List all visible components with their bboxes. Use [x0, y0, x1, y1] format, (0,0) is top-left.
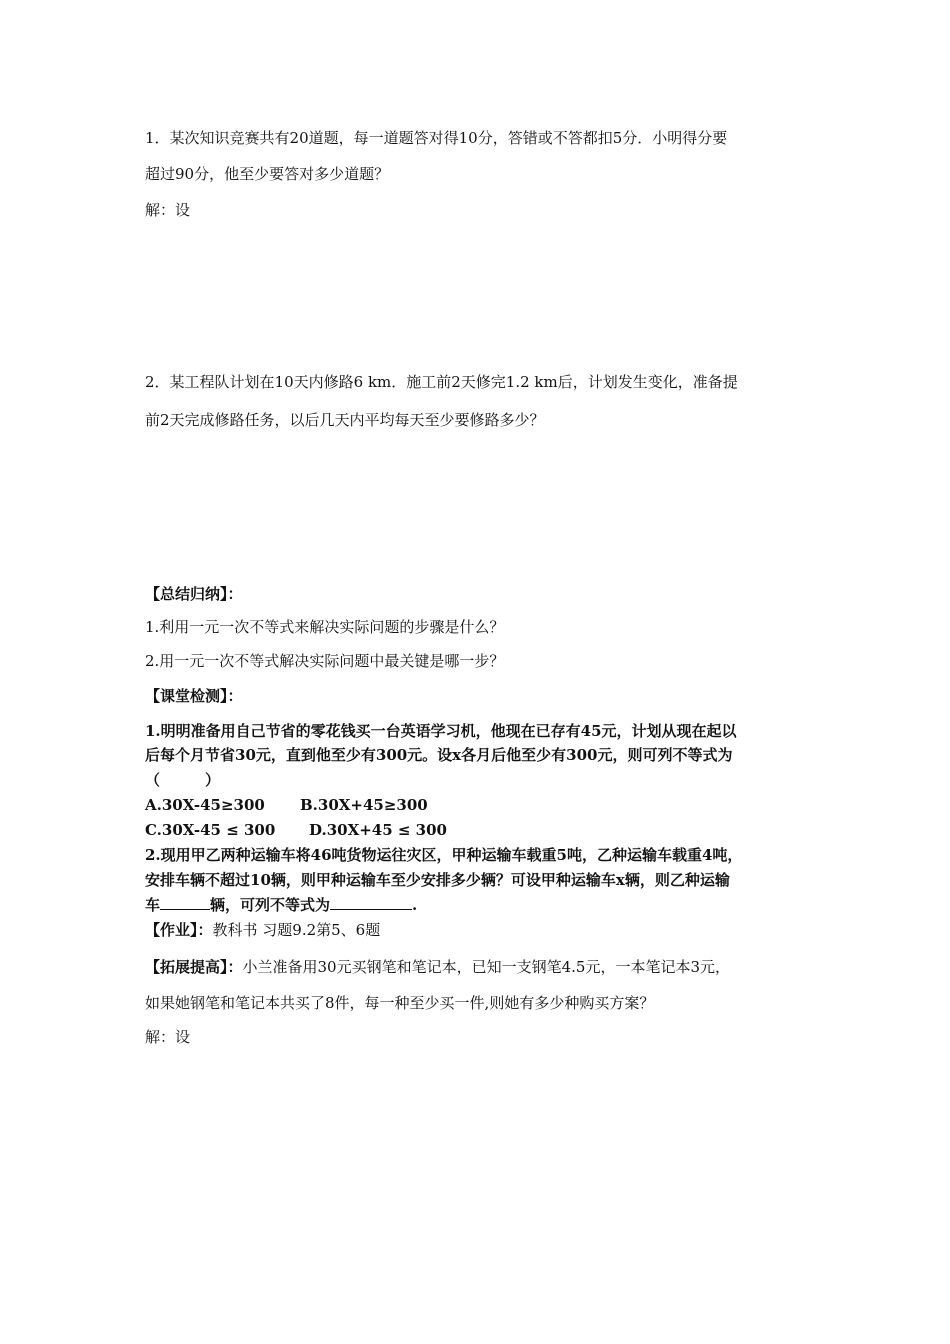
summary-item-2: 2.用一元一次不等式解决实际问题中最关键是哪一步？ [145, 652, 505, 670]
extension-line-2: 如果她钢笔和笔记本共买了8件，每一种至少买一件,则她有多少种购买方案？ [145, 994, 655, 1012]
option-d: D.30X+45 ≤ 300 [309, 821, 447, 839]
check-problem-1-line-3: （ ） [145, 771, 221, 789]
check-problem-1-line-1: 1.明明准备用自己节省的零花钱买一台英语学习机，他现在已存有45元，计划从现在起以 [145, 722, 737, 740]
question-1-answer: 解：设 [145, 201, 191, 219]
check-problem-2-line-3 [145, 895, 825, 915]
homework-line [145, 920, 825, 940]
option-a: A.30X-45≥300 [145, 796, 265, 814]
blank-vehicle-count [160, 895, 210, 910]
question-2-line-2: 前2天完成修路任务，以后几天内平均每天至少要修路多少？ [145, 411, 545, 429]
line-3-end: . [412, 896, 418, 914]
homework-heading: 【作业】： [145, 921, 213, 939]
check-problem-2-line-2: 安排车辆不超过10辆，则甲种运输车至少安排多少辆？可设甲种运输车x辆，则乙种运输 [145, 871, 730, 889]
summary-heading: 【总结归纳】： [145, 585, 243, 603]
check-problem-2-line-1: 2.现用甲乙两种运输车将46吨货物运往灾区，甲种运输车载重5吨，乙种运输车载重4吨， [145, 846, 743, 864]
question-2-line-1: 2．某工程队计划在10天内修路6 km．施工前2天修完1.2 km后，计划发生变化，准备提 [145, 373, 738, 391]
check-heading: 【课堂检测】： [145, 687, 243, 705]
homework-text: 教科书 习题9.2第5、6题 [212, 921, 381, 939]
summary-item-1: 1.利用一元一次不等式来解决实际问题的步骤是什么？ [145, 618, 505, 636]
question-1-line-1: 1．某次知识竞赛共有20道题，每一道题答对得10分，答错或不答都扣5分．小明得分要 [145, 129, 728, 147]
line-3-start: 车 [145, 896, 161, 914]
blank-inequality [330, 895, 412, 910]
extension-answer: 解：设 [145, 1028, 191, 1046]
question-1-line-2: 超过90分，他至少要答对多少道题？ [145, 165, 390, 183]
extension-line-1 [145, 957, 825, 977]
extension-text: 小兰准备用30元买钢笔和笔记本，已知一支钢笔4.5元，一本笔记本3元， [242, 958, 731, 976]
extension-heading: 【拓展提高】： [145, 958, 243, 976]
check-problem-1-line-2: 后每个月节省30元，直到他至少有300元。设x各月后他至少有300元，则可列不等式为 [145, 746, 733, 764]
option-b: B.30X+45≥300 [300, 796, 428, 814]
option-c: C.30X-45 ≤ 300 [145, 821, 276, 839]
line-3-middle: 辆，可列不等式为 [210, 896, 331, 914]
